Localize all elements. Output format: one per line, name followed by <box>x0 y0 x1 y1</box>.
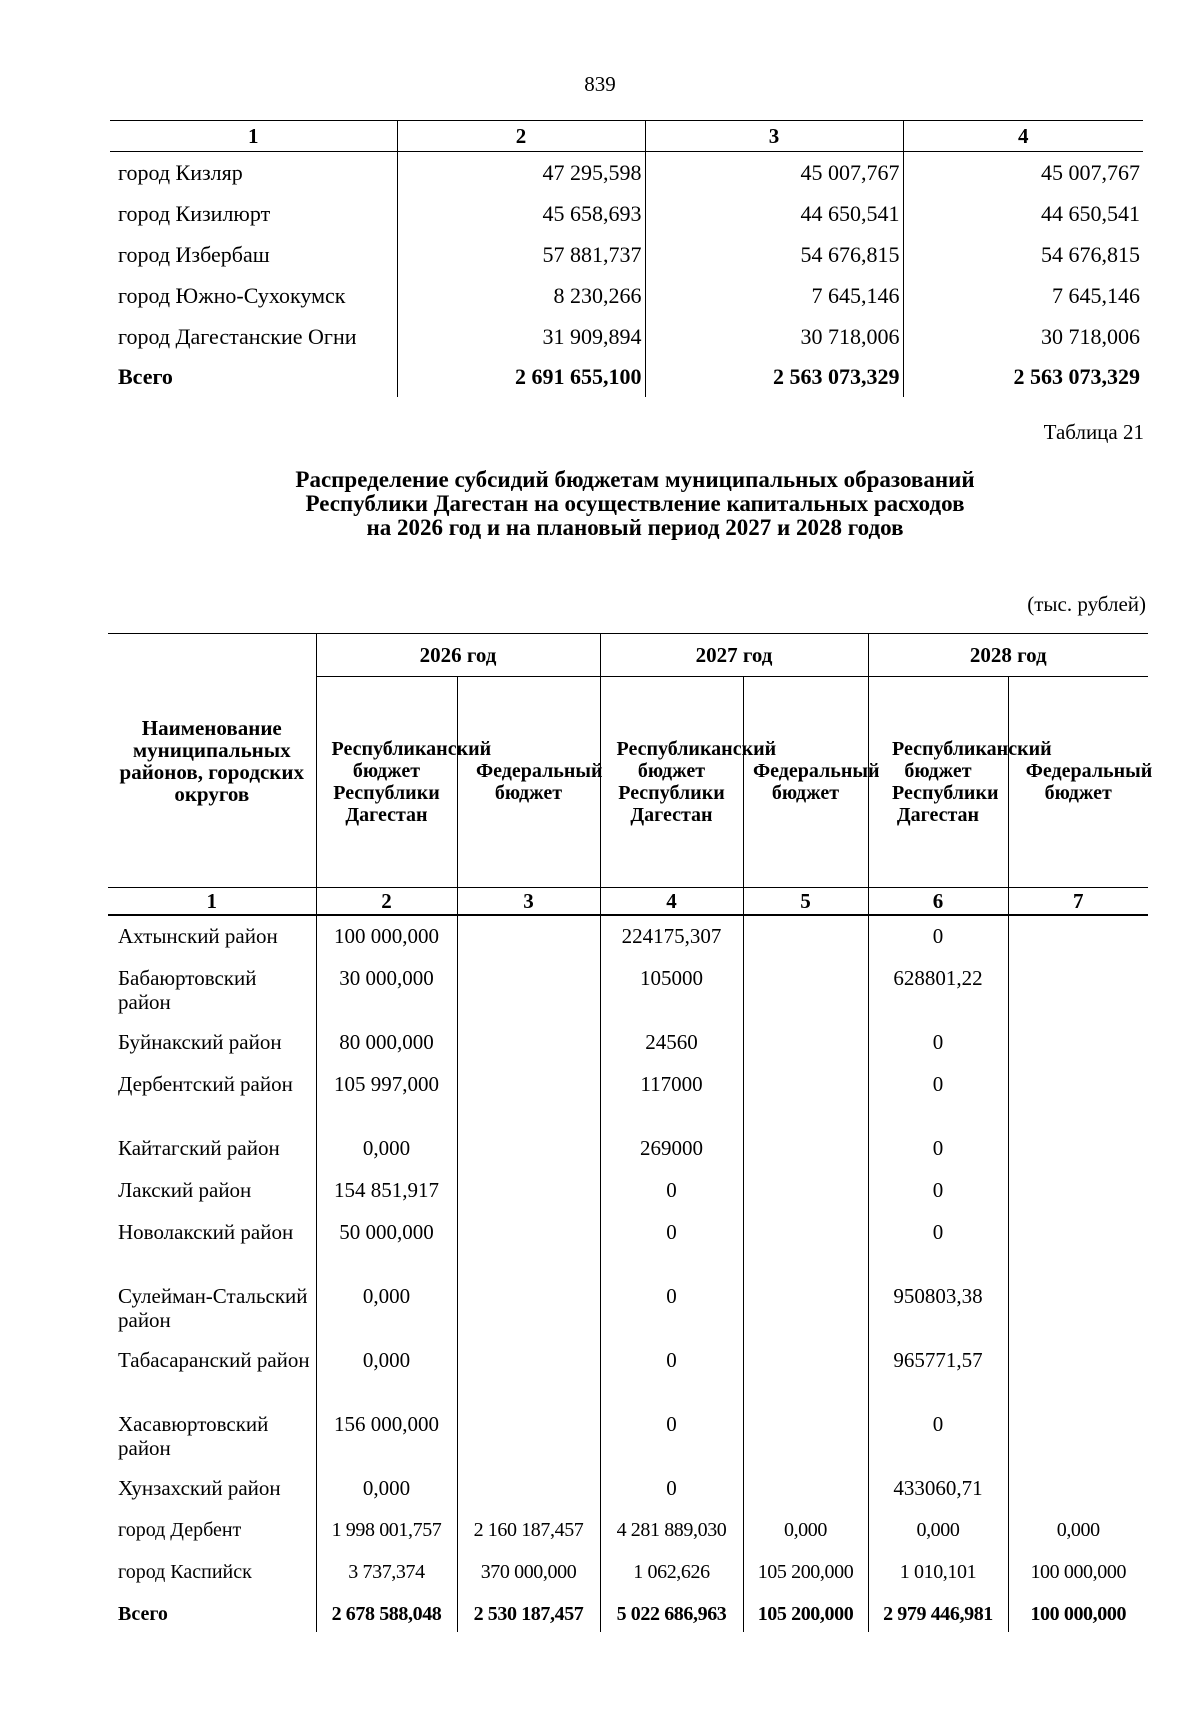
row-name: город Кизилюрт <box>118 200 271 226</box>
cell-value <box>457 1212 600 1276</box>
cell-value: 0,000 <box>868 1510 1008 1552</box>
cell-value: 80 000,000 <box>316 1022 457 1064</box>
cell-value <box>743 1170 868 1212</box>
cell-value: 31 909,894 <box>397 316 645 357</box>
cell-value: 100 000,000 <box>1008 1594 1148 1632</box>
cell-value: 0,000 <box>316 1468 457 1510</box>
row-name: Всего <box>118 364 173 389</box>
table-row <box>108 915 1148 958</box>
table-total-row <box>110 357 1143 397</box>
page-number: 839 <box>584 72 616 96</box>
column-number: 6 <box>868 888 1008 916</box>
cell-value <box>743 1404 868 1468</box>
column-header: 4 <box>903 121 1143 152</box>
cell-value: 45 658,693 <box>397 193 645 234</box>
row-name: город Дербент <box>118 1519 242 1541</box>
cell-value <box>743 915 868 958</box>
cell-value: 2 160 187,457 <box>457 1510 600 1552</box>
table-row <box>108 1212 1148 1276</box>
cell-value: 2 563 073,329 <box>903 357 1143 397</box>
row-name: Ахтынский район <box>118 924 278 948</box>
cell-value: 156 000,000 <box>316 1404 457 1468</box>
cell-value: 117000 <box>600 1064 743 1128</box>
cell-value <box>743 1212 868 1276</box>
cell-value: 0 <box>600 1468 743 1510</box>
table-row <box>110 193 1143 234</box>
column-number-row <box>108 888 1148 916</box>
cell-value: 628801,22 <box>868 958 1008 1022</box>
cell-value <box>1008 1170 1148 1212</box>
row-name: Дербентский район <box>118 1072 293 1096</box>
table-row <box>108 1170 1148 1212</box>
cell-value: 2 563 073,329 <box>645 357 903 397</box>
column-number: 4 <box>600 888 743 916</box>
republic-budget-header: Республиканский бюджет Республики Дагестан <box>868 677 1008 888</box>
cell-value: 105 997,000 <box>316 1064 457 1128</box>
cell-value: 0 <box>868 1022 1008 1064</box>
column-header: 2 <box>397 121 645 152</box>
cell-value: 965771,57 <box>868 1340 1008 1404</box>
cell-value <box>457 1404 600 1468</box>
cell-value: 2 678 588,048 <box>316 1594 457 1632</box>
cell-value: 0,000 <box>316 1276 457 1340</box>
name-column-header-text: Наименование муниципальных районов, городских округов <box>119 715 304 806</box>
table-row <box>110 316 1143 357</box>
cell-value: 0,000 <box>1008 1510 1148 1552</box>
cell-value: 7 645,146 <box>903 275 1143 316</box>
column-number: 3 <box>457 888 600 916</box>
cell-value <box>1008 958 1148 1022</box>
title-line: Республики Дагестан на осуществление капитальных расходов <box>305 491 965 516</box>
cell-value <box>1008 1064 1148 1128</box>
cell-value: 0 <box>868 1212 1008 1276</box>
table-row <box>108 1340 1148 1404</box>
units-label: (тыс. рублей) <box>1027 592 1146 616</box>
federal-budget-header: Федеральный бюджет <box>1008 677 1148 888</box>
cell-value: 950803,38 <box>868 1276 1008 1340</box>
column-number: 7 <box>1008 888 1148 916</box>
table-row <box>110 275 1143 316</box>
cell-value: 0 <box>600 1340 743 1404</box>
row-name: Буйнакский район <box>118 1030 282 1054</box>
cell-value <box>743 1128 868 1170</box>
cell-value: 433060,71 <box>868 1468 1008 1510</box>
row-name: город Кизляр <box>118 159 243 185</box>
republic-budget-header: Республиканский бюджет Республики Дагестан <box>316 677 457 888</box>
cell-value <box>457 958 600 1022</box>
cell-value: 50 000,000 <box>316 1212 457 1276</box>
cell-value: 105 200,000 <box>743 1594 868 1632</box>
cell-value: 0 <box>868 1128 1008 1170</box>
table-row <box>108 1128 1148 1170</box>
table-row <box>110 152 1143 194</box>
row-name: город Каспийск <box>118 1561 252 1583</box>
cell-value: 100 000,000 <box>316 915 457 958</box>
cell-value: 44 650,541 <box>645 193 903 234</box>
row-name: город Дагестанские Огни <box>118 323 357 349</box>
republic-budget-header: Республиканский бюджет Республики Дагестан <box>600 677 743 888</box>
cell-value: 45 007,767 <box>903 152 1143 194</box>
table-row <box>108 1510 1148 1552</box>
row-name: город Южно-Сухокумск <box>118 282 346 308</box>
cell-value: 24560 <box>600 1022 743 1064</box>
cell-value: 224175,307 <box>600 915 743 958</box>
cell-value <box>1008 915 1148 958</box>
column-header: 3 <box>645 121 903 152</box>
cell-value <box>1008 1212 1148 1276</box>
row-name: Кайтагский район <box>118 1136 280 1160</box>
year-header: 2026 год <box>316 634 600 677</box>
cell-value <box>743 1276 868 1340</box>
cell-value: 30 000,000 <box>316 958 457 1022</box>
cell-value: 4 281 889,030 <box>600 1510 743 1552</box>
cell-value: 0 <box>600 1170 743 1212</box>
cell-value <box>743 1340 868 1404</box>
year-header: 2027 год <box>600 634 868 677</box>
table-total-row <box>108 1594 1148 1632</box>
cell-value <box>743 1468 868 1510</box>
cell-value: 54 676,815 <box>903 234 1143 275</box>
cell-value <box>1008 1404 1148 1468</box>
cell-value: 0,000 <box>316 1128 457 1170</box>
cell-value <box>457 1022 600 1064</box>
cell-value <box>1008 1022 1148 1064</box>
cell-value: 30 718,006 <box>645 316 903 357</box>
cell-value: 3 737,374 <box>316 1552 457 1594</box>
table-header-row <box>110 121 1143 152</box>
row-name: Хунзахский район <box>118 1476 281 1500</box>
row-name: Табасаранский район <box>118 1348 310 1372</box>
cell-value <box>1008 1276 1148 1340</box>
cell-value: 44 650,541 <box>903 193 1143 234</box>
cell-value <box>457 1276 600 1340</box>
title-line: на 2026 год и на плановый период 2027 и 2028 годов <box>366 515 904 540</box>
cell-value: 0 <box>600 1404 743 1468</box>
cell-value: 7 645,146 <box>645 275 903 316</box>
cell-value: 100 000,000 <box>1008 1552 1148 1594</box>
cell-value: 0 <box>868 915 1008 958</box>
cell-value <box>457 1128 600 1170</box>
cell-value: 5 022 686,963 <box>600 1594 743 1632</box>
cell-value: 0,000 <box>316 1340 457 1404</box>
cell-value <box>457 1064 600 1128</box>
federal-budget-header: Федеральный бюджет <box>457 677 600 888</box>
cell-value: 57 881,737 <box>397 234 645 275</box>
cell-value: 1 010,101 <box>868 1552 1008 1594</box>
cell-value <box>457 1170 600 1212</box>
name-column-header <box>108 634 316 888</box>
year-header: 2028 год <box>868 634 1148 677</box>
row-name: Бабаюртовский район <box>118 966 257 1014</box>
column-header: 1 <box>110 121 397 152</box>
cell-value: 0 <box>600 1276 743 1340</box>
cell-value: 0,000 <box>743 1510 868 1552</box>
cell-value <box>743 958 868 1022</box>
table-title <box>0 468 1200 540</box>
cell-value <box>457 1340 600 1404</box>
row-name: Сулейман-Стальский район <box>118 1284 308 1332</box>
cell-value: 0 <box>868 1064 1008 1128</box>
cell-value: 370 000,000 <box>457 1552 600 1594</box>
subsidy-table <box>108 633 1153 1632</box>
cell-value: 0 <box>868 1170 1008 1212</box>
column-number: 2 <box>316 888 457 916</box>
cell-value: 30 718,006 <box>903 316 1143 357</box>
table-row <box>108 1064 1148 1128</box>
title-line: Распределение субсидий бюджетам муниципальных образований <box>295 467 975 492</box>
cell-value <box>457 1468 600 1510</box>
column-number: 5 <box>743 888 868 916</box>
cell-value: 0 <box>600 1212 743 1276</box>
table-row <box>108 1468 1148 1510</box>
year-header-row <box>108 634 1148 677</box>
cell-value: 154 851,917 <box>316 1170 457 1212</box>
cell-value: 269000 <box>600 1128 743 1170</box>
cell-value: 0 <box>868 1404 1008 1468</box>
cell-value: 105 200,000 <box>743 1552 868 1594</box>
cell-value: 8 230,266 <box>397 275 645 316</box>
row-name: Всего <box>118 1603 168 1625</box>
table-row <box>108 1276 1148 1340</box>
cell-value: 2 691 655,100 <box>397 357 645 397</box>
cell-value: 2 530 187,457 <box>457 1594 600 1632</box>
row-name: город Избербаш <box>118 241 270 267</box>
cell-value: 105000 <box>600 958 743 1022</box>
cell-value <box>1008 1468 1148 1510</box>
table-label: Таблица 21 <box>1043 420 1144 444</box>
federal-budget-header: Федеральный бюджет <box>743 677 868 888</box>
row-name: Новолакский район <box>118 1220 294 1244</box>
column-number: 1 <box>108 888 316 916</box>
cell-value <box>743 1022 868 1064</box>
table-row <box>110 234 1143 275</box>
table-row <box>108 958 1148 1022</box>
table-row <box>108 1552 1148 1594</box>
cell-value: 1 998 001,757 <box>316 1510 457 1552</box>
table-row <box>108 1404 1148 1468</box>
cell-value: 2 979 446,981 <box>868 1594 1008 1632</box>
cell-value: 54 676,815 <box>645 234 903 275</box>
table-continuation <box>110 120 1143 397</box>
cell-value: 45 007,767 <box>645 152 903 194</box>
cell-value: 47 295,598 <box>397 152 645 194</box>
cell-value <box>743 1064 868 1128</box>
row-name: Хасавюртовский район <box>118 1412 269 1460</box>
table-row <box>108 1022 1148 1064</box>
cell-value <box>1008 1128 1148 1170</box>
cell-value <box>1008 1340 1148 1404</box>
cell-value: 1 062,626 <box>600 1552 743 1594</box>
cell-value <box>457 915 600 958</box>
row-name: Лакский район <box>118 1178 252 1202</box>
